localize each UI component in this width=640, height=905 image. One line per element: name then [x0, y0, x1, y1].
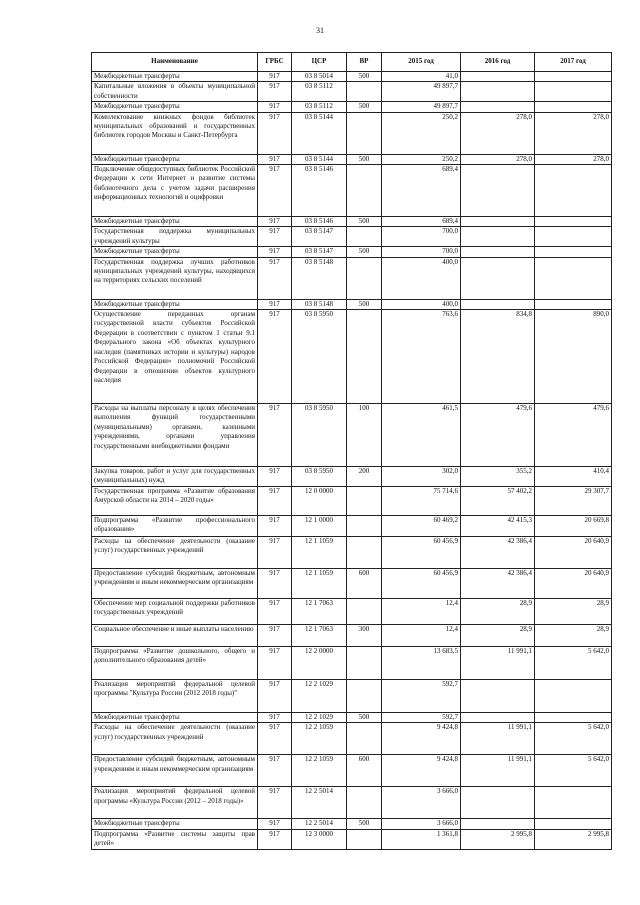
cell-vr: 200: [347, 467, 382, 487]
cell-vr: [347, 227, 382, 247]
cell-vr: [347, 487, 382, 516]
table-row: [92, 723, 612, 755]
cell-vr: 500: [347, 713, 382, 723]
cell-vr: [347, 787, 382, 819]
table-row: [92, 299, 612, 309]
cell-name: Расходы на обеспечение деятельности (оказание услуг) государственных учреждений: [92, 537, 258, 569]
cell-grbs: 917: [258, 516, 292, 537]
cell-2015: 9 424,8: [382, 723, 461, 755]
cell-csr: 03 8 5014: [292, 72, 347, 82]
cell-name: Межбюджетные трансферты: [92, 819, 258, 829]
cell-name: Предоставление субсидий бюджетным, автономным учреждениям и иным некоммерческим организациям: [92, 569, 258, 599]
table-row: [92, 102, 612, 112]
cell-2016: 11 991,1: [461, 723, 535, 755]
table-row: [92, 165, 612, 217]
table-row: [92, 819, 612, 829]
cell-csr: 12 1 0000: [292, 516, 347, 537]
table-row: [92, 82, 612, 102]
cell-vr: 500: [347, 154, 382, 164]
cell-grbs: 917: [258, 247, 292, 257]
cell-grbs: 917: [258, 829, 292, 849]
cell-2015: 41,0: [382, 72, 461, 82]
cell-name: Государственная поддержка муниципальных учреждений культуры: [92, 227, 258, 247]
cell-csr: 03 8 5112: [292, 102, 347, 112]
header-csr: ЦСР: [292, 53, 347, 72]
cell-csr: 03 8 5146: [292, 165, 347, 217]
cell-csr: 03 8 5144: [292, 154, 347, 164]
cell-2017: [535, 819, 612, 829]
cell-2017: [535, 299, 612, 309]
cell-csr: 12 3 0000: [292, 829, 347, 849]
cell-vr: 500: [347, 217, 382, 227]
cell-grbs: 917: [258, 165, 292, 217]
cell-grbs: 917: [258, 82, 292, 102]
cell-2015: 302,0: [382, 467, 461, 487]
cell-grbs: 917: [258, 537, 292, 569]
table-row: [92, 569, 612, 599]
cell-grbs: 917: [258, 217, 292, 227]
cell-2017: 2 995,8: [535, 829, 612, 849]
cell-2017: 278,0: [535, 154, 612, 164]
cell-2015: 250,2: [382, 112, 461, 154]
table-row: [92, 713, 612, 723]
cell-grbs: 917: [258, 819, 292, 829]
cell-csr: 12 2 1029: [292, 713, 347, 723]
cell-vr: [347, 310, 382, 404]
table-row: [92, 404, 612, 467]
header-name: Наименование: [92, 53, 258, 72]
cell-2015: 700,0: [382, 227, 461, 247]
table-row: [92, 599, 612, 625]
cell-grbs: 917: [258, 787, 292, 819]
table-row: [92, 487, 612, 516]
cell-2015: 3 666,0: [382, 787, 461, 819]
cell-name: Подпрограмма «Развитие дошкольного, общего и дополнительного образования детей»: [92, 647, 258, 680]
cell-grbs: 917: [258, 487, 292, 516]
cell-vr: 300: [347, 625, 382, 647]
table-row: [92, 625, 612, 647]
table-row: [92, 467, 612, 487]
cell-csr: 03 8 5950: [292, 310, 347, 404]
cell-2016: [461, 165, 535, 217]
cell-name: Межбюджетные трансферты: [92, 299, 258, 309]
cell-vr: [347, 112, 382, 154]
cell-2017: [535, 165, 612, 217]
cell-2015: 461,5: [382, 404, 461, 467]
cell-grbs: 917: [258, 755, 292, 787]
cell-csr: 12 2 1059: [292, 755, 347, 787]
cell-2015: 689,4: [382, 217, 461, 227]
cell-2017: 410,4: [535, 467, 612, 487]
cell-name: Осуществление переданных органам государственной власти субъектов Российской Федерации в соответствии с пунктом 1 статьи 9.1 Федерального закона «Об объектах культурного наследия (памятниках истории и культуры) народов Российской Федерации» полномочий Российской Федерации в отношении объектов культурного наследия: [92, 310, 258, 404]
cell-name: Государственная поддержка лучших работников муниципальных учреждений культуры, находящихся на территориях сельских поселений: [92, 257, 258, 299]
cell-2017: 28,9: [535, 599, 612, 625]
cell-2015: 3 666,0: [382, 819, 461, 829]
cell-2016: 11 991,1: [461, 755, 535, 787]
cell-2017: [535, 217, 612, 227]
cell-csr: 12 1 7063: [292, 599, 347, 625]
cell-name: Межбюджетные трансферты: [92, 713, 258, 723]
cell-vr: 500: [347, 102, 382, 112]
cell-2016: [461, 680, 535, 713]
cell-2015: 250,2: [382, 154, 461, 164]
cell-grbs: 917: [258, 227, 292, 247]
cell-grbs: 917: [258, 102, 292, 112]
cell-vr: 500: [347, 299, 382, 309]
cell-2016: 11 991,1: [461, 647, 535, 680]
cell-2015: 1 361,8: [382, 829, 461, 849]
cell-2016: 42 386,4: [461, 537, 535, 569]
cell-2017: 29 307,7: [535, 487, 612, 516]
cell-2016: 28,9: [461, 625, 535, 647]
cell-name: Межбюджетные трансферты: [92, 102, 258, 112]
cell-name: Закупка товаров, работ и услуг для государственных (муниципальных) нужд: [92, 467, 258, 487]
cell-2017: [535, 102, 612, 112]
cell-2016: [461, 217, 535, 227]
cell-2017: [535, 227, 612, 247]
cell-2016: 479,6: [461, 404, 535, 467]
table-row: [92, 112, 612, 154]
cell-2015: 75 714,6: [382, 487, 461, 516]
cell-2017: 20 640,9: [535, 569, 612, 599]
cell-csr: 12 1 1059: [292, 569, 347, 599]
cell-grbs: 917: [258, 569, 292, 599]
cell-name: Подключение общедоступных библиотек Российской Федерации к сети Интернет и развитие системы библиотечного дела с учетом задачи расширения информационных технологий и оцифровки: [92, 165, 258, 217]
cell-2017: [535, 247, 612, 257]
cell-2017: [535, 72, 612, 82]
cell-2016: 28,9: [461, 599, 535, 625]
cell-2016: [461, 102, 535, 112]
cell-csr: 03 8 5144: [292, 112, 347, 154]
cell-csr: 03 8 5147: [292, 227, 347, 247]
page-number: 31: [316, 26, 324, 35]
table-row: [92, 257, 612, 299]
cell-2016: [461, 713, 535, 723]
cell-2016: 355,2: [461, 467, 535, 487]
table-row: [92, 310, 612, 404]
cell-2016: [461, 82, 535, 102]
cell-2015: 60 456,9: [382, 537, 461, 569]
cell-2016: 42 386,4: [461, 569, 535, 599]
cell-2017: 5 642,0: [535, 755, 612, 787]
cell-vr: 100: [347, 404, 382, 467]
cell-grbs: 917: [258, 723, 292, 755]
cell-2015: 700,0: [382, 247, 461, 257]
cell-vr: [347, 516, 382, 537]
cell-csr: 03 8 5148: [292, 257, 347, 299]
cell-name: Комплектование книжных фондов библиотек муниципальных образований и государственных библиотек городов Москвы и Санкт-Петербурга: [92, 112, 258, 154]
cell-2015: 12,4: [382, 599, 461, 625]
cell-2015: 400,0: [382, 257, 461, 299]
cell-vr: 500: [347, 247, 382, 257]
cell-vr: 500: [347, 72, 382, 82]
cell-csr: 12 2 5014: [292, 787, 347, 819]
cell-grbs: 917: [258, 72, 292, 82]
cell-csr: 12 1 7063: [292, 625, 347, 647]
cell-grbs: 917: [258, 625, 292, 647]
cell-vr: [347, 680, 382, 713]
table-row: [92, 516, 612, 537]
header-2016: 2016 год: [461, 53, 535, 72]
cell-csr: 03 8 5146: [292, 217, 347, 227]
cell-grbs: 917: [258, 713, 292, 723]
table-row: [92, 829, 612, 849]
cell-2016: [461, 72, 535, 82]
cell-name: Социальное обеспечение и иные выплаты населению: [92, 625, 258, 647]
cell-vr: [347, 647, 382, 680]
cell-grbs: 917: [258, 467, 292, 487]
cell-2015: 763,6: [382, 310, 461, 404]
cell-name: Межбюджетные трансферты: [92, 247, 258, 257]
cell-2016: [461, 247, 535, 257]
cell-name: Межбюджетные трансферты: [92, 72, 258, 82]
cell-2015: 9 424,8: [382, 755, 461, 787]
cell-2017: [535, 257, 612, 299]
cell-2015: 12,4: [382, 625, 461, 647]
cell-name: Реализация мероприятий федеральной целевой программы «Культура России (2012 – 2018 годы)»: [92, 787, 258, 819]
header-vr: ВР: [347, 53, 382, 72]
cell-vr: [347, 257, 382, 299]
cell-csr: 03 8 5147: [292, 247, 347, 257]
budget-table: [91, 52, 612, 850]
cell-name: Реализация мероприятий федеральной целевой программы "Культура России (2012 2018 годы)": [92, 680, 258, 713]
table-row: [92, 154, 612, 164]
cell-2016: 278,0: [461, 154, 535, 164]
table-row: [92, 247, 612, 257]
cell-2016: 278,0: [461, 112, 535, 154]
cell-2015: 49 897,7: [382, 102, 461, 112]
cell-2017: [535, 787, 612, 819]
cell-name: Подпрограмма «Развитие профессионального образования»: [92, 516, 258, 537]
cell-2016: [461, 819, 535, 829]
cell-grbs: 917: [258, 154, 292, 164]
cell-name: Расходы на выплаты персоналу в целях обеспечения выполнения функций государственными (муниципальными) органами, казенными учреждениями, органами управления государственными внебюджетными фондами: [92, 404, 258, 467]
cell-csr: 12 1 1059: [292, 537, 347, 569]
cell-grbs: 917: [258, 680, 292, 713]
cell-2015: 60 456,9: [382, 569, 461, 599]
cell-2016: [461, 257, 535, 299]
cell-csr: 12 2 0000: [292, 647, 347, 680]
cell-vr: 500: [347, 819, 382, 829]
header-grbs: ГРБС: [258, 53, 292, 72]
cell-2016: [461, 227, 535, 247]
cell-2017: 5 642,0: [535, 723, 612, 755]
table-row: [92, 72, 612, 82]
cell-name: Межбюджетные трансферты: [92, 217, 258, 227]
table-header-row: [92, 53, 612, 72]
table-row: [92, 537, 612, 569]
cell-grbs: 917: [258, 404, 292, 467]
cell-2015: 689,4: [382, 165, 461, 217]
cell-2015: 60 469,2: [382, 516, 461, 537]
cell-2016: 57 402,2: [461, 487, 535, 516]
cell-vr: [347, 599, 382, 625]
cell-grbs: 917: [258, 599, 292, 625]
cell-2015: 400,0: [382, 299, 461, 309]
cell-grbs: 917: [258, 299, 292, 309]
cell-vr: 600: [347, 569, 382, 599]
table-row: [92, 787, 612, 819]
table-row: [92, 227, 612, 247]
cell-name: Капитальные вложения в объекты муниципальной собственности: [92, 82, 258, 102]
cell-name: Подпрограмма «Развитие системы защиты прав детей»: [92, 829, 258, 849]
cell-2015: 592,7: [382, 713, 461, 723]
cell-csr: 12 2 1059: [292, 723, 347, 755]
cell-2015: 592,7: [382, 680, 461, 713]
cell-csr: 12 2 1029: [292, 680, 347, 713]
cell-2017: 20 669,8: [535, 516, 612, 537]
cell-2016: 834,8: [461, 310, 535, 404]
cell-csr: 03 8 5112: [292, 82, 347, 102]
cell-grbs: 917: [258, 112, 292, 154]
cell-2016: [461, 299, 535, 309]
cell-vr: [347, 723, 382, 755]
table-row: [92, 680, 612, 713]
cell-grbs: 917: [258, 310, 292, 404]
cell-2017: 28,9: [535, 625, 612, 647]
cell-csr: 03 8 5950: [292, 404, 347, 467]
cell-2016: 2 995,8: [461, 829, 535, 849]
cell-name: Межбюджетные трансферты: [92, 154, 258, 164]
cell-name: Государственная программа «Развитие образования Амурской области на 2014 – 2020 годы»: [92, 487, 258, 516]
cell-2017: [535, 680, 612, 713]
cell-2015: 13 683,5: [382, 647, 461, 680]
header-2015: 2015 год: [382, 53, 461, 72]
cell-2017: 479,6: [535, 404, 612, 467]
cell-2017: [535, 82, 612, 102]
cell-csr: 12 2 5014: [292, 819, 347, 829]
cell-2017: 278,0: [535, 112, 612, 154]
cell-2016: 42 415,3: [461, 516, 535, 537]
cell-2016: [461, 787, 535, 819]
cell-vr: [347, 82, 382, 102]
cell-2017: 5 642,0: [535, 647, 612, 680]
cell-2015: 49 897,7: [382, 82, 461, 102]
cell-2017: 890,0: [535, 310, 612, 404]
cell-2017: [535, 713, 612, 723]
cell-csr: 03 8 5148: [292, 299, 347, 309]
cell-vr: [347, 537, 382, 569]
table-row: [92, 217, 612, 227]
cell-name: Обеспечение мер социальной поддержки работников государственных учреждений: [92, 599, 258, 625]
cell-grbs: 917: [258, 647, 292, 680]
cell-2017: 20 640,9: [535, 537, 612, 569]
cell-name: Расходы на обеспечение деятельности (оказание услуг) государственных учреждений: [92, 723, 258, 755]
cell-vr: [347, 165, 382, 217]
cell-vr: [347, 829, 382, 849]
cell-vr: 600: [347, 755, 382, 787]
cell-csr: 12 0 0000: [292, 487, 347, 516]
header-2017: 2017 год: [535, 53, 612, 72]
cell-grbs: 917: [258, 257, 292, 299]
cell-csr: 03 8 5950: [292, 467, 347, 487]
table-row: [92, 755, 612, 787]
table-row: [92, 647, 612, 680]
cell-name: Предоставление субсидий бюджетным, автономным учреждениям и иным некоммерческим организациям: [92, 755, 258, 787]
